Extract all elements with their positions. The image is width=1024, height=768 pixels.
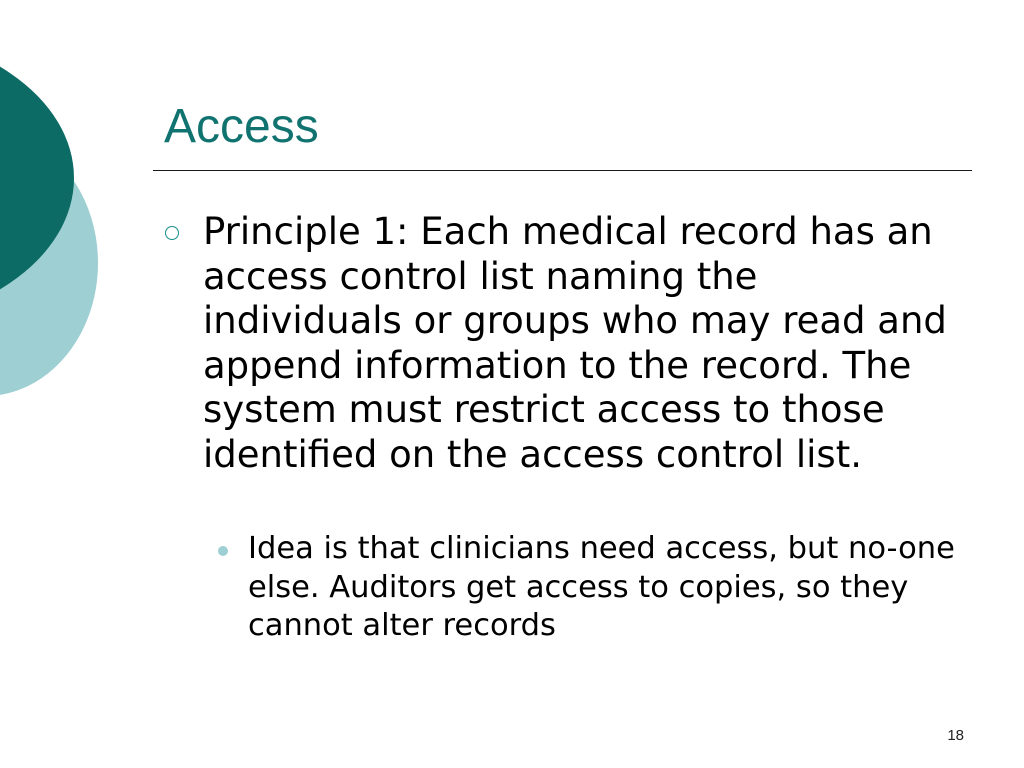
bullet-level-2 [218,530,978,646]
bullet-level-2-text: Idea is that clinicians need access, but no-one else. Auditors get access to copies, so they cannot alter records [248,531,955,643]
filled-circle-bullet-icon [218,546,228,556]
bullet-level-1-text: Principle 1: Each medical record has an access control list naming the individuals or groups who may read and append information to the record. The system must restrict access to those identified on the access control list. [203,210,947,476]
hollow-circle-bullet-icon [165,226,179,240]
title-divider [153,170,972,171]
page-number: 18 [947,727,964,744]
slide-title: Access [164,100,319,153]
bullet-level-1 [165,210,965,477]
